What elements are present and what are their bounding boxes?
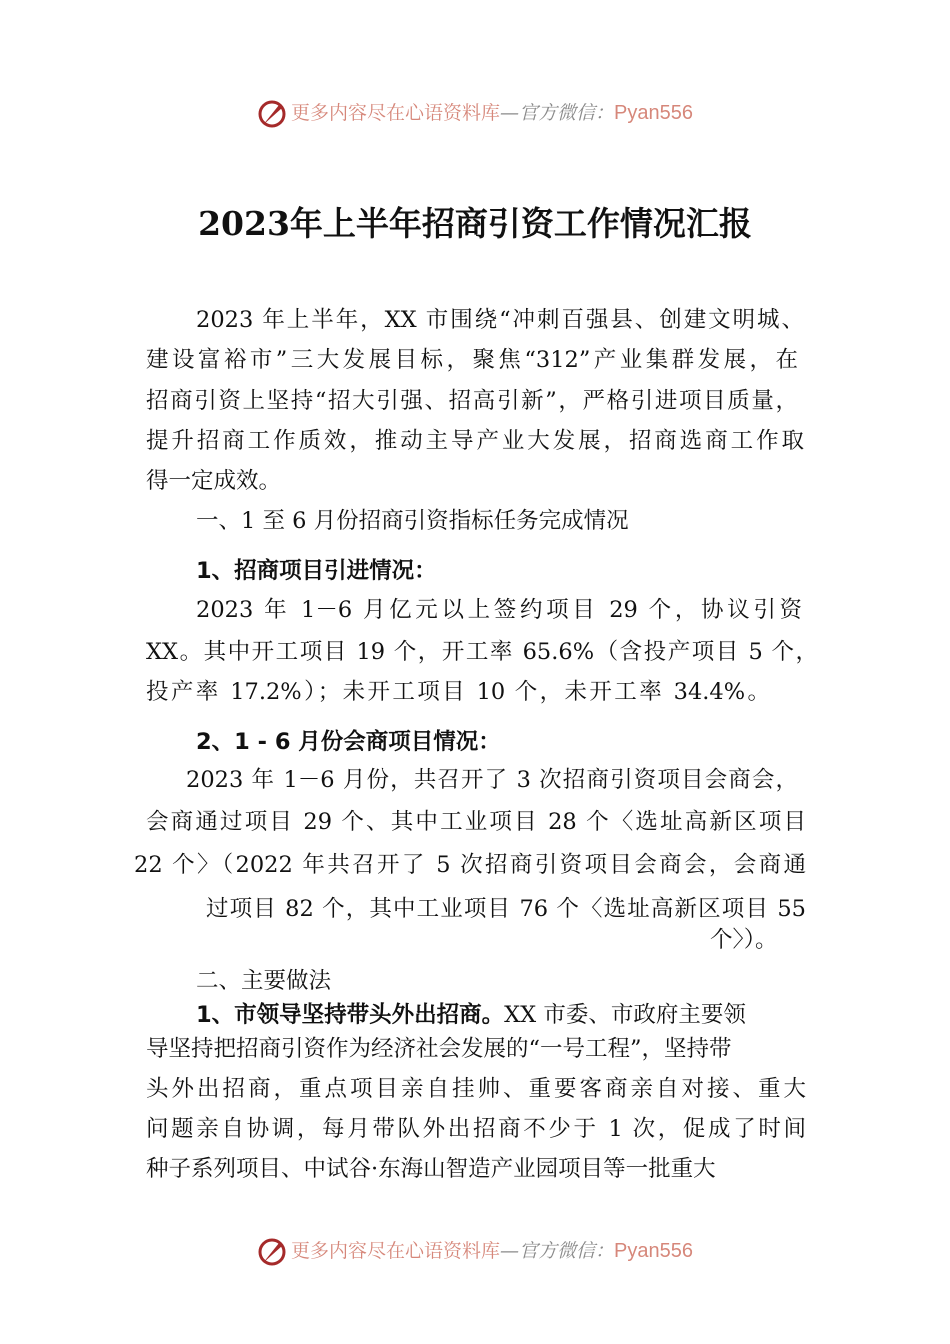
paragraph-line: XX。其中开工项目 19 个，开工率 65.6%（含投产项目 5 个， [146, 639, 818, 665]
subsection-heading: 2、1 - 6 月份会商项目情况： [196, 729, 501, 755]
paragraph-line: 22 个〉（2022 年共召开了 5 次招商引资项目会商会，会商通 [134, 852, 806, 878]
quill-logo-icon [257, 99, 287, 129]
section-heading: 二、主要做法 [196, 968, 332, 994]
paragraph-line: 得一定成效。 [146, 468, 282, 494]
paragraph-line: 2023 年 1－6 月份，共召开了 3 次招商引资项目会商会， [186, 767, 798, 793]
paragraph-line: 2023 年 1－6 月亿元以上签约项目 29 个，协议引资 [196, 597, 802, 623]
paragraph-line: 提升招商工作质效，推动主导产业大发展，招商选商工作取 [146, 428, 804, 454]
paragraph-line: 建设富裕市”三大发展目标，聚焦“312”产业集群发展，在 [146, 347, 798, 373]
paragraph-line: 导坚持把招商引资作为经济社会发展的“一号工程”，坚持带 [146, 1036, 732, 1062]
paragraph-line: 会商通过项目 29 个、其中工业项目 28 个〈选址高新区项目 [146, 809, 806, 835]
bold-lead: 1、市领导坚持带头外出招商。 [196, 1002, 505, 1028]
paragraph-line: 过项目 82 个，其中工业项目 76 个〈选址高新区项目 55 [206, 896, 806, 922]
paragraph-line: 头外出招商，重点项目亲自挂帅、重要客商亲自对接、重大 [146, 1076, 806, 1102]
paragraph-line: 个〉）。 [710, 927, 778, 953]
header-watermark: 更多内容尽在心语资料库—官方微信：Pyan556 [0, 98, 950, 129]
quill-logo-icon [257, 1237, 287, 1267]
section-heading: 一、1 至 6 月份招商引资指标任务完成情况 [196, 508, 629, 534]
paragraph-line: 投产率 17.2%）；未开工项目 10 个，未开工率 34.4%。 [146, 679, 770, 705]
paragraph-line: 2023 年上半年，XX 市围绕“冲刺百强县、创建文明城、 [196, 307, 804, 333]
paragraph-line: 招商引资上坚持“招大引强、招高引新”，严格引进项目质量， [146, 388, 798, 414]
subsection-heading: 1、招商项目引进情况： [196, 558, 437, 584]
paragraph-line: 1、市领导坚持带头外出招商。XX 市委、市政府主要领 [196, 1002, 746, 1028]
paragraph-line: 种子系列项目、中试谷·东海山智造产业园项目等一批重大 [146, 1156, 716, 1182]
paragraph-line: 问题亲自协调，每月带队外出招商不少于 1 次，促成了时间 [146, 1116, 806, 1142]
footer-watermark: 更多内容尽在心语资料库—官方微信：Pyan556 [0, 1236, 950, 1267]
document-title: 2023年上半年招商引资工作情况汇报 [198, 204, 752, 243]
